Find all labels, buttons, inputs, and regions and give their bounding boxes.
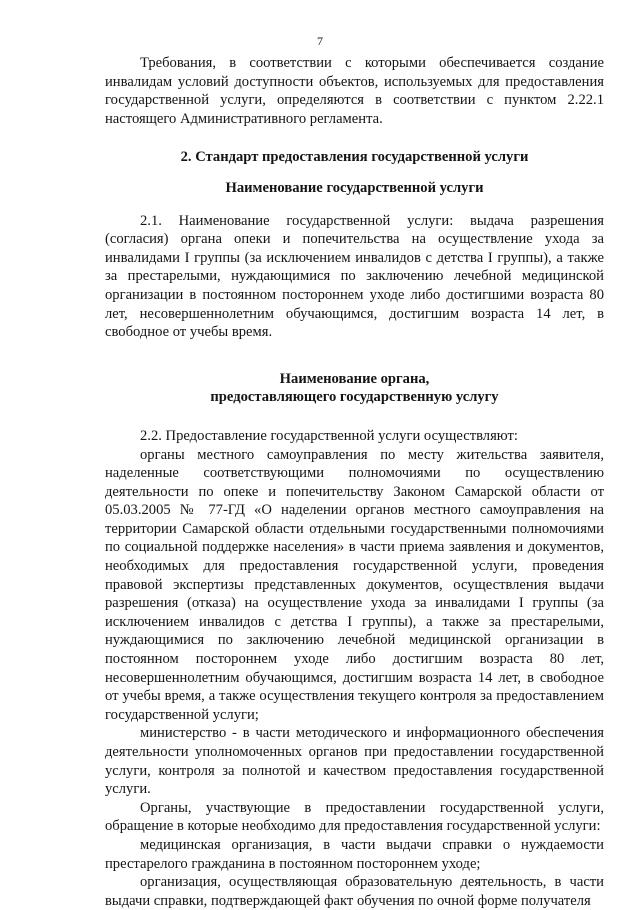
document-body: [105, 54, 604, 910]
intro-paragraph: Требования, в соответствии с которыми обеспечивается создание инвалидам условий доступности объектов, используемых для предоставления государственной услуги, определяются в соответствии с пунктом 2.22.1 настоящего Административного регламента.: [105, 55, 604, 127]
paragraph-education: организация, осуществляющая образовательную деятельность, в части выдачи справки, подтверждающей факт обучения по очной форме получателя: [105, 874, 604, 909]
paragraph-medical: медицинская организация, в части выдачи справки о нуждаемости престарелого гражданина в постоянном постороннем уходе;: [105, 836, 604, 872]
paragraph-local-bodies: органы местного самоуправления по месту жительства заявителя, наделенные соответствующими полномочиями по осуществлению деятельности по опеке и попечительству Законом Самарской области от 05.03.2005 № 77-ГД «О наделении органов местного самоуправления на территории Самарской области отдельными государственными полномочиями по социальной поддержке населения» в части приема заявления и документов, необходимых для предоставления государственной услуги, проведения правовой экспертизы представленных документов, осуществления выдачи разрешения (отказа) на осуществление ухода за инвалидами I группы (за исключением инвалидов с детства I группы), а также за престарелыми, нуждающимися по заключению лечебной медицинской организации в постоянном постороннем уходе либо достигшим возраста 80 лет, несовершеннолетним обучающимся, достигшим возраста 14 лет, в свободное от учебы время, а также осуществления текущего контроля за предоставлением государственной услуги;: [105, 446, 604, 723]
subheading-authority-line2: предоставляющего государственную услугу: [210, 389, 499, 406]
paragraph-ministry: министерство - в части методического и информационного обеспечения деятельности уполномоченных органов при предоставлении государственной услуги, контроля за полнотой и качеством предоставления государственной услуги.: [105, 725, 604, 798]
paragraph-2-2: 2.2. Предоставление государственной услуги осуществляют:: [140, 427, 518, 444]
subheading-authority-line1: Наименование органа,: [279, 370, 430, 387]
subheading-service-name: Наименование государственной услуги: [225, 179, 484, 196]
section-heading: 2. Стандарт предоставления государственной услуги: [180, 149, 529, 166]
paragraph-2-1: 2.1. Наименование государственной услуги: выдача разрешения (согласия) органа опеки и попечительства на осуществление ухода за инвалидами I группы (за исключением инвалидов с детства I группы), а также за престарелыми, нуждающимися по заключению лечебной медицинской организации в постоянном постороннем уходе либо достигшими возраста 80 лет, несовершеннолетним обучающимся, достигшим возраста 14 лет, в свободное от учебы время.: [105, 212, 604, 341]
page-number: 7: [317, 34, 323, 48]
paragraph-participating: Органы, участвующие в предоставлении государственной услуги, обращение в которые необходимо для предоставления государственной услуги:: [105, 799, 604, 835]
